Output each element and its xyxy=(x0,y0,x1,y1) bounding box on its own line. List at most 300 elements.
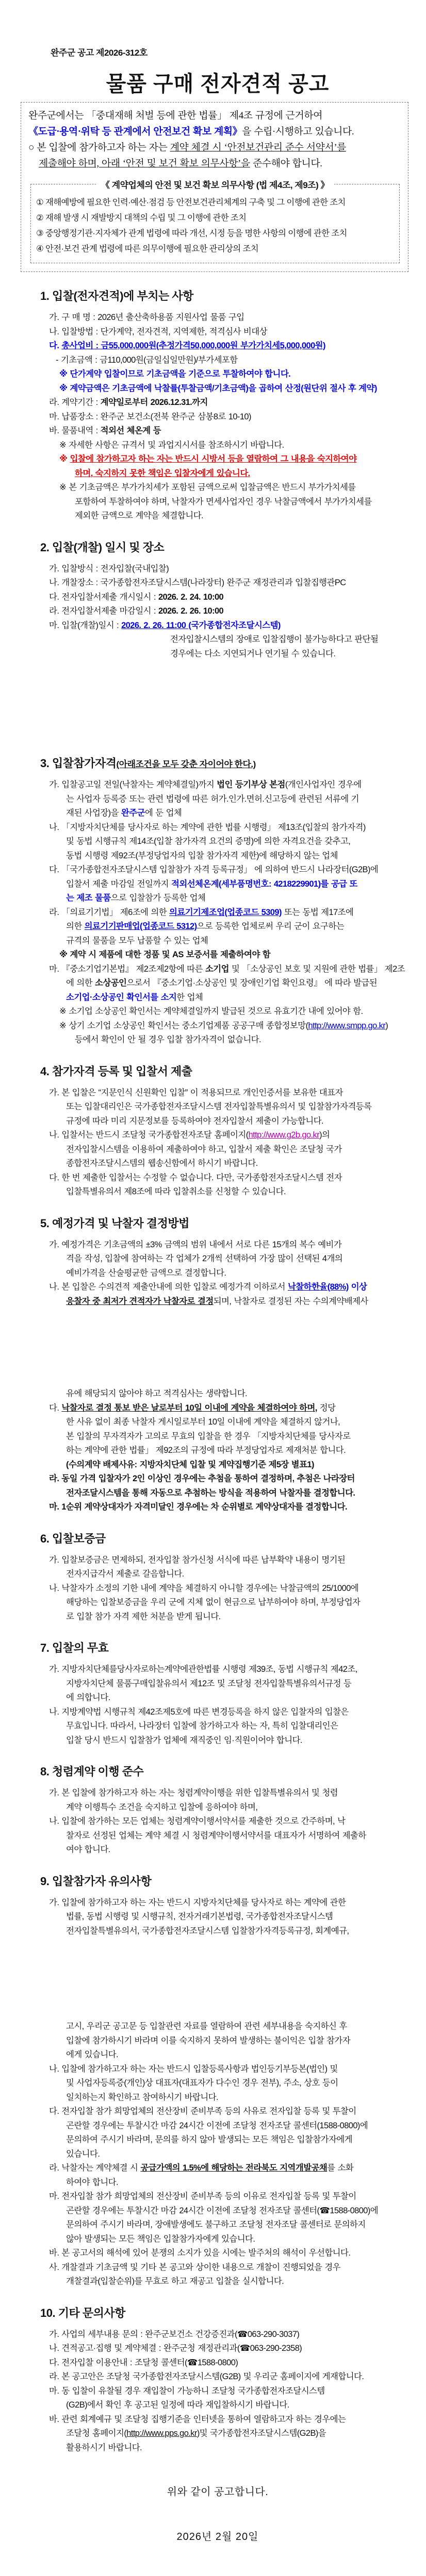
text-segment: 전자입찰시스템을 이용하여 제출하여야 하고, 입찰서 제출 확인은 조달청 국가 xyxy=(66,1144,342,1154)
doc-line xyxy=(66,2398,405,2413)
text-segment: 가. 예정가격은 기초금액의 ±3% 금액의 범위 내에서 서로 다른 15개의 복수 예비가 xyxy=(49,1240,342,1249)
text-segment: 정당 xyxy=(317,1403,336,1413)
doc-line xyxy=(59,438,405,453)
text-segment: 가. 사업의 세부내용 문의 : 완주군보건소 건강증진과(☎063-290-3037) xyxy=(49,2329,300,2339)
doc-line xyxy=(59,1019,405,1033)
text-segment: 전자입찰시스템의 장애로 입찰집행이 불가능하다고 판단될 xyxy=(170,635,379,644)
section-number: 3. xyxy=(40,757,52,770)
text-segment: 가. 구 매 명 : 2026년 출산축하용품 지원사업 물품 구입 xyxy=(49,313,244,322)
text-segment: ※ 소기업 소상공인 확인서는 계약체결일까지 발급된 것으로 유효기간 내에 있어야 함. xyxy=(59,1007,363,1016)
text-segment: 법인 등기부상 본점 xyxy=(217,780,285,789)
intro-line xyxy=(39,156,402,172)
doc-line xyxy=(66,2204,405,2218)
text-segment: 낙찰하한율(88%) xyxy=(288,1282,349,1292)
doc-line xyxy=(66,991,405,1005)
doc-line xyxy=(66,1295,405,1309)
text-segment: 로 입찰 참가 자격 제한 처분을 받게 됩니다. xyxy=(66,1612,221,1621)
text-segment: - 기초금액 : 금110,000원(금일십일만원)/부가세포함 xyxy=(56,355,238,365)
text-segment: 마. 동 입찰이 유찰될 경우 재입찰이 가능하니 조달청 국가종합전자조달시스템 xyxy=(49,2386,325,2396)
doc-line xyxy=(49,1472,405,1486)
text-segment: 낙찰자로 결정 통보 받은 날로부터 10일 이내에 계약을 체결하여야 하며, xyxy=(61,1403,317,1413)
closing-block xyxy=(30,2483,405,2576)
text-segment: 나. 입찰에 참가하고자 하는 자는 반드시 입찰등록사항과 법인등기부등본(법인) 및 xyxy=(49,2064,338,2074)
doc-line xyxy=(49,1553,405,1568)
text-segment: 격을 작성, 입찰에 참여하는 각 업체가 2개씩 선택하여 가장 많이 선택된 4개의 xyxy=(66,1254,343,1263)
duty-box-title: 《 계약업체의 안전 및 보건 확보 의무사항 (법 제4조, 제9조) 》 xyxy=(96,178,334,191)
text-segment: (G2B)에서 확인 후 공고된 일정에 따라 재입찰하시기 바랍니다. xyxy=(66,2400,289,2410)
section-title xyxy=(40,1063,405,1079)
text-segment: 규격의 물품을 모두 납품할 수 있는 업체 xyxy=(66,936,208,945)
doc-line xyxy=(66,1719,405,1734)
doc-line xyxy=(66,2020,405,2034)
doc-line xyxy=(170,633,405,647)
text-segment: 하며, 숙지하지 못한 책임은 입찰자에게 있습니다. xyxy=(75,468,250,478)
text-segment: 규정에 따라 미리 지문정보를 등록하여야 전자입찰서 제출이 가능합니다. xyxy=(66,1116,324,1126)
safety-intro-lines xyxy=(28,108,402,172)
doc-line xyxy=(66,2076,405,2091)
section-title-text: 예정가격 및 낙찰자 결정방법 xyxy=(52,1216,189,1230)
section-title-text: 입찰(개찰) 일시 및 장소 xyxy=(52,540,165,554)
text-segment: 바. 본 공고서의 해석에 있어 분쟁의 소지가 있을 시에는 발주처의 해석이 우선합니다. xyxy=(49,2248,351,2258)
doc-line xyxy=(170,647,405,662)
doc-line xyxy=(66,2427,405,2441)
text-segment: 으로 입찰참가 등록한 업체 xyxy=(110,893,206,903)
text-segment: 나. 지방계약법 시행규칙 제42조제5호에 따른 변경등록을 하지 않은 입찰자의 입찰은 xyxy=(49,1707,349,1717)
text-segment: )및 국가종합전자조달시스템(G2B)을 xyxy=(196,2429,326,2438)
text-segment: 에 둔 업체 xyxy=(144,808,182,818)
section-title-suffix: (아래조건을 모두 갖춘 자이어야 한다.) xyxy=(116,759,256,769)
duty-item: ② 재해 발생 시 재발방지 대책의 수립 및 그 이행에 관한 조치 xyxy=(36,213,247,223)
doc-line xyxy=(66,1677,405,1691)
text-segment: 하는 계약에 관한 법률」 제92조의 규정에 따라 부정당업자로 제재처분 합니다. xyxy=(66,1446,346,1455)
section-title-text: 입찰(전자견적)에 부치는 사항 xyxy=(52,290,193,302)
doc-line xyxy=(49,962,405,977)
doc-line xyxy=(66,1157,405,1171)
doc-line xyxy=(49,2190,405,2204)
doc-line xyxy=(49,2261,405,2275)
doc-line xyxy=(66,1924,405,1939)
text-segment: 경우에는 다소 지연되거나 연기될 수 있습니다. xyxy=(170,649,336,658)
doc-line xyxy=(66,1910,405,1924)
doc-line xyxy=(49,1171,405,1185)
text-segment: 법률, 동법 시행령 및 시행규칙, 전자거래기본법령, 국가종합전자조달시스템 xyxy=(66,1912,333,1921)
text-segment: 가. 입찰보증금은 면제하되, 전자입찰 참가신청 서식에 따른 납부확약 내용이 명기된 xyxy=(49,1555,346,1565)
text-segment: 소기업·소상공인 확인서를 소지 xyxy=(66,992,177,1002)
doc-line xyxy=(49,2356,405,2370)
duty-item: ① 재해예방에 필요한 인력·예산·점검 등 안전보건관리체계의 구축 및 그 이행에 관한 조치 xyxy=(36,198,346,207)
doc-line xyxy=(66,792,405,807)
text-segment: 및 사업자등록증(개인)상 대표자(대표자가 다수인 경우 전부), 주소, 상호 등이 xyxy=(66,2078,338,2088)
doc-line xyxy=(66,1567,405,1582)
doc-line xyxy=(75,1033,405,1047)
text-segment: 또는 입찰대리인은 국가종합전자조달시스템 전자입찰특별유의서 및 입찰참가자격등록 xyxy=(66,1102,372,1111)
text-segment: 다. xyxy=(49,341,62,350)
text-segment: 2026. 2. 24. 10:00 xyxy=(158,592,224,602)
text-segment: 을 수립·시행하고 있습니다. xyxy=(242,126,354,137)
text-segment: 제출해야 하며, 아래 ‘안전 및 보건 확보 의무사항’을 xyxy=(39,158,250,169)
text-segment: 나. 낙찰자가 소정의 기한 내에 계약을 체결하지 아니할 경우에는 낙찰금액의 25/1000에 xyxy=(49,1583,359,1593)
text-segment: 마. 1순위 계약상대자가 자격미달인 경우에는 차 순위별로 계약상대자를 결정합니다. xyxy=(49,1502,347,1512)
section-title xyxy=(40,539,405,555)
doc-line xyxy=(66,1143,405,1157)
text-segment: 나. 「지방자치단체를 당사자로 하는 계약에 관한 법률 시행령」 제13조(입찰의 참가자격) xyxy=(49,822,366,832)
text-segment: (국가종합전자조달시스템) xyxy=(188,620,281,630)
doc-line xyxy=(66,2176,405,2190)
text-segment: 전자지급각서 제출로 갈음합니다. xyxy=(66,1569,184,1579)
doc-line xyxy=(66,920,405,934)
doc-line xyxy=(66,1444,405,1458)
text-segment: 2026. 2. 26. 10:00 xyxy=(158,606,224,616)
text-segment: 《도급·용역·위탁 등 관계에서 안전보건 확보 계획》 xyxy=(28,126,242,137)
text-segment: 계약일로부터 2026.12.31.까지 xyxy=(100,398,208,407)
section-number: 5. xyxy=(40,1216,52,1230)
doc-line xyxy=(75,495,405,510)
text-segment: 소기업 xyxy=(205,964,229,974)
text-segment: 동법 시행령 제92조(부정당업자의 입찰 참가자격 제한)에 해당하지 않는 업체 xyxy=(66,851,338,860)
doc-line xyxy=(59,452,405,467)
text-segment: 라. 계약기간 : xyxy=(49,398,101,407)
doc-line xyxy=(49,619,405,633)
section-title xyxy=(40,755,405,771)
text-segment: 공급가액의 1.5%에 해당하는 전라북도 지역개발공채 xyxy=(140,2163,327,2173)
doc-line xyxy=(66,891,405,906)
text-segment: 총사업비 : 금55,000,000원(추정가격50,000,000원 부가가치세5,000,000원) xyxy=(61,341,325,350)
text-segment: 계약 이행특수 조건을 숙지하고 입찰에 응하여야 하며, xyxy=(66,1802,258,1812)
page-break-gap xyxy=(40,1938,405,2020)
text-segment: 입찰서 제출 마감일 전일까지 xyxy=(66,879,172,889)
doc-line xyxy=(59,481,405,495)
text-segment: 에 의한 xyxy=(66,978,95,988)
section-title-text: 기타 문의사항 xyxy=(58,2306,125,2319)
doc-line xyxy=(66,2218,405,2232)
text-segment: 라. 낙찰자는 계약체결 시 xyxy=(49,2163,141,2173)
text-segment: 가. 본 입찰에 참가하고자 하는 자는 청렴계약이행을 위한 입찰특별유의서 및 청렴 xyxy=(49,1788,338,1798)
doc-line xyxy=(66,1691,405,1705)
text-segment: 제외한 금액으로 계약을 체결합니다. xyxy=(75,511,204,520)
section-title xyxy=(40,2304,405,2320)
section-title xyxy=(40,1215,405,1231)
section-title-text: 청렴계약 이행 준수 xyxy=(52,1765,144,1778)
doc-line xyxy=(49,1500,405,1515)
doc-line xyxy=(66,2441,405,2455)
doc-line xyxy=(66,1610,405,1624)
text-segment: 라. 동일 가격 입찰자가 2인 이상인 경우에는 추첨을 통하여 결정하며, 추첨은 나라장터 xyxy=(49,1474,355,1483)
text-segment: ※ 계약 시 제품에 대한 정품 및 AS 보증서를 제출하여야 함 xyxy=(59,950,271,959)
text-segment: 다. 전자입찰서제출 개시일시 : xyxy=(49,592,158,602)
doc-line xyxy=(66,1843,405,1857)
doc-line xyxy=(49,2062,405,2077)
text-segment: 에게 있습니다. xyxy=(66,2050,119,2059)
signer-title xyxy=(30,2575,405,2576)
doc-line xyxy=(49,906,405,920)
doc-line xyxy=(66,849,405,863)
text-segment: 등에서 확인이 안 될 경우 입찰 참가자격이 없습니다. xyxy=(75,1035,261,1044)
doc-line xyxy=(59,382,405,396)
text-segment: 포함하여 투찰하여야 하며, 낙찰자가 면세사업자인 경우 낙찰금액에서 부가가치세를 xyxy=(75,497,372,506)
closing-statement: 위와 같이 공고합니다. xyxy=(167,2486,269,2498)
doc-line xyxy=(66,1185,405,1199)
doc-line xyxy=(49,2370,405,2384)
doc-line xyxy=(49,2105,405,2119)
text-segment: 전자입찰특별유의서, 국가종합전자조달시스템 입찰참가자격등록규정, 회계예규, xyxy=(66,1926,349,1936)
doc-line xyxy=(49,1582,405,1596)
doc-line xyxy=(49,863,405,877)
doc-line xyxy=(49,576,405,590)
intro-line xyxy=(28,124,402,140)
doc-line xyxy=(66,835,405,849)
text-segment: 라. 본 공고안은 조달청 국가종합전자조달시스템(G2B) 및 우리군 홈페이지에 게재합니다. xyxy=(49,2372,364,2381)
doc-line xyxy=(66,1114,405,1129)
text-segment: 마. 전자입찰 참가 희망업체의 전산장비 준비부족 등의 이유로 전자입찰 등록 및 투찰이 xyxy=(49,2192,356,2201)
text-segment: 본 입찰의 무자격자가 고의로 무효의 입찰을 한 경우 「지방자치단체를 당사자로 xyxy=(66,1431,351,1441)
doc-line xyxy=(59,1005,405,1019)
doc-line xyxy=(49,1896,405,1910)
text-segment: 전자조달시스템을 통해 자동으로 추첨하는 방식을 적용하여 낙찰자를 결정합니다. xyxy=(66,1488,355,1498)
doc-line xyxy=(66,2147,405,2162)
doc-line xyxy=(49,2384,405,2399)
text-segment: 는 사업자 등록증 또는 관련 법령에 따른 허가.인가.면허.신고등에 관련된 서류에 기 xyxy=(66,794,359,804)
text-segment: 한 사유 없이 최종 낙찰자 게시일로부터 10일 이내에 계약을 체결하지 않거나, xyxy=(66,1417,340,1427)
text-segment: 으로서 『중소기업·소상공인 및 장애인기업 확인요령』 에 따라 발급된 xyxy=(126,978,378,988)
doc-line xyxy=(66,2275,405,2289)
section-number: 10. xyxy=(40,2306,58,2319)
text-segment: 2026. 2. 26. 11:00 xyxy=(121,620,189,630)
doc-line xyxy=(66,2232,405,2247)
doc-line xyxy=(66,2034,405,2048)
notice-number: 완주군 공고 제2026-312호 xyxy=(51,48,148,58)
text-segment: 적외선체온계(세부품명번호: 4218229901)를 공급 또 xyxy=(171,879,357,889)
text-segment: 한 업체 xyxy=(176,992,203,1002)
text-segment: 문의하여 주시기 바라며, 장애발생에도 불구하고 조달청 전자조달 콜센터로 문의하지 xyxy=(66,2220,366,2229)
closing-date: 2026년 2월 20일 xyxy=(176,2531,259,2543)
text-segment: 다. 「국가종합전자조달시스템 입찰참가 자격 등록규정」 에 의하여 반드시 나라장터(G2B)에 xyxy=(49,865,379,874)
text-segment: 마. 납품장소 : 완주군 보건소(전북 완주군 삼봉8로 10-10) xyxy=(49,412,251,421)
text-segment: 여야 합니다. xyxy=(66,1845,110,1854)
section-number: 7. xyxy=(40,1641,52,1654)
text-segment: 찰자로 선정된 업체는 계약 체결 시 청렴계약이행서약서를 대표자가 서명하여 제출하 xyxy=(66,1831,366,1840)
text-segment: 응찰자 중 최저가 견적자가 낙찰자로 결정 xyxy=(66,1296,214,1306)
doc-line xyxy=(66,2133,405,2147)
link-url: http://www.g2b.go.kr xyxy=(248,1130,320,1140)
page-title: 물품 구매 전자견적 공고 xyxy=(106,72,330,96)
section-title-text: 입찰참가자 유의사항 xyxy=(52,1874,152,1888)
text-segment: 계약 체결 시 ‘안전보건관리 준수 서약서’를 xyxy=(170,142,347,153)
text-segment: 완주군에서는 「중대재해 처벌 등에 관한 법률」 제4조 규정에 근거하여 xyxy=(28,110,323,121)
text-segment: 문의하여 주시기 바라며, 문의를 하지 않아 발생되는 모든 책임은 입찰참가자에게 xyxy=(66,2135,353,2144)
text-segment: 가. 지방자치단체를당사자로하는계약에관한법률 시행령 제39조, 동법 시행규칙 제42조, xyxy=(49,1665,357,1674)
doc-line xyxy=(75,467,405,481)
text-segment: 소상공인 xyxy=(95,978,127,988)
text-segment: 이상 xyxy=(348,1282,367,1292)
doc-line xyxy=(66,1801,405,1815)
intro-line xyxy=(28,108,402,124)
text-segment: 으로 등록한 업체로써 우리 군이 요구하는 xyxy=(196,922,345,931)
duty-item: ③ 중앙행정기관·지자체가 관계 법령에 따라 개선, 시정 등을 명한 사항의 이행에 관한 조치 xyxy=(36,229,347,238)
text-segment: 다. 한 번 제출한 입찰서는 수정할 수 없습니다. 다만, 국가종합전자조달시스템 전자 xyxy=(49,1173,342,1182)
text-segment: 나. 본 입찰은 수의견적 제출안내에 의한 입찰로 예정가격 이하로서 xyxy=(49,1282,288,1292)
text-segment: 무효입니다. 따라서, 나라장터 입찰에 참가하고자 하는 자, 특히 입찰대리인은 xyxy=(66,1721,338,1731)
text-segment: 가. 입찰에 참가하고자 하는 자는 반드시 지방자치단체를 당사자로 하는 계약에 관한 xyxy=(49,1897,346,1907)
doc-line xyxy=(49,2246,405,2261)
text-segment: ※ 단가계약 입찰이므로 기초금액을 기준으로 투찰하여야 합니다. xyxy=(59,369,291,379)
doc-line xyxy=(59,948,405,962)
duty-item: ④ 안전·보건 관계 법령에 따른 의무이행에 필요한 관리상의 조치 xyxy=(36,244,258,253)
doc-line xyxy=(49,821,405,835)
doc-line xyxy=(66,1266,405,1281)
doc-line xyxy=(49,2161,405,2176)
text-segment: 마. 입찰(개찰)일시 : xyxy=(49,620,122,630)
text-segment: 활용하시기 바랍니다. xyxy=(66,2443,142,2452)
page-break-gap xyxy=(40,1309,405,1387)
text-segment: ) xyxy=(385,1021,388,1030)
safety-intro-box xyxy=(21,102,408,272)
duty-box xyxy=(30,180,400,263)
text-segment: 입찰에 참가하고자 하는 자는 반드시 시방서 등을 열람하여 그 내용을 숙지하여야 xyxy=(70,454,357,464)
doc-line xyxy=(66,877,405,892)
document-body xyxy=(40,287,405,2455)
doc-line xyxy=(66,2048,405,2062)
text-segment: 예비가격을 산술평균한 금액으로 결정합니다. xyxy=(66,1268,226,1278)
text-segment: 다. xyxy=(49,1403,62,1413)
section-title-text: 입찰참가자격 xyxy=(52,757,117,770)
doc-line xyxy=(49,339,405,353)
doc-line xyxy=(59,367,405,382)
doc-line xyxy=(49,311,405,325)
doc-line xyxy=(66,934,405,948)
section-title-text: 참가자격 등록 및 입찰서 제출 xyxy=(52,1064,192,1078)
doc-line xyxy=(66,2091,405,2105)
text-segment: 나. 입찰방법 : 단가계약, 전자견적, 지역제한, 적격심사 비대상 xyxy=(49,327,267,336)
text-segment: 지방자치단체 물품구매입찰유의서 제12조 및 조달청 전자입찰특별유의서규정 등 xyxy=(66,1679,352,1688)
intro-line xyxy=(28,140,402,156)
doc-line xyxy=(66,1734,405,1748)
text-segment: 나. 견적공고·집행 및 계약체결 : 완주군청 재정관리과(☎063-290-2358) xyxy=(49,2344,302,2353)
text-segment: 조달청 홈페이지( xyxy=(66,2429,127,2438)
text-segment: 다. 전자입찰 이용안내 : 조달청 콜센터(☎1588-0800) xyxy=(49,2358,238,2367)
section-number: 8. xyxy=(40,1765,52,1778)
doc-line xyxy=(49,1238,405,1252)
text-segment: 나. 입찰서는 반드시 조달청 국가종합전자조달 홈페이지( xyxy=(49,1130,249,1140)
text-segment: 나. 입찰에 참가하는 모든 업체는 청렴계약이행서약서를 제출한 것으로 간주하며, 낙 xyxy=(49,1817,346,1826)
text-segment: 있습니다. xyxy=(66,2149,100,2159)
doc-line xyxy=(49,1401,405,1416)
doc-line xyxy=(49,1815,405,1829)
text-segment: 의료기기판매업(업종코드 5312) xyxy=(84,922,197,931)
doc-line xyxy=(49,604,405,619)
section-number: 4. xyxy=(40,1064,52,1078)
doc-line xyxy=(66,1486,405,1501)
text-segment: 및 「소상공인 보호 및 지원에 관한 법률」 제2조 xyxy=(229,964,405,974)
section-title xyxy=(40,1873,405,1889)
doc-line xyxy=(49,590,405,605)
text-segment: 바. 관련 회계예규 및 조달청 집행기준을 인터넷을 통하여 열람하고자 하는 경우에는 xyxy=(49,2414,346,2424)
section-number: 6. xyxy=(40,1532,52,1545)
text-segment: 완주군 xyxy=(121,808,145,818)
doc-line xyxy=(49,1280,405,1295)
doc-line xyxy=(66,1430,405,1444)
text-segment: 라. 「의료기기법」 제6조에 의한 xyxy=(49,907,170,917)
doc-line xyxy=(66,1458,405,1472)
doc-line xyxy=(75,509,405,523)
doc-line xyxy=(66,1100,405,1114)
doc-line xyxy=(49,410,405,425)
text-segment: ※ 계약금액은 기초금액에 낙찰률(투찰금액/기초금액)을 곱하여 산정(원단위 절사 후 계약) xyxy=(59,383,377,393)
text-segment: 입찰 당시 반드시 입찰참가 업체에 재직중인 임·직원이어야 합니다. xyxy=(66,1735,302,1745)
doc-line xyxy=(49,562,405,577)
section-number: 9. xyxy=(40,1874,52,1888)
doc-line xyxy=(66,1829,405,1843)
doc-line xyxy=(49,778,405,792)
text-segment: (개인사업자인 경우에 xyxy=(285,780,362,789)
text-segment: 곤란할 경우에는 투찰시간 마감 24시간 이전에 조달청 전자조달 콜센터(☎1588-0800)에 xyxy=(66,2206,379,2215)
link-url: http://www.pps.go.kr xyxy=(126,2429,197,2438)
text-segment: 마. 『중소기업기본법』 제2조제2항에 따른 xyxy=(49,964,205,974)
text-segment: 에 의합니다. xyxy=(66,1693,110,1702)
text-segment: 또는 동법 제17조에 xyxy=(281,907,354,917)
doc-line xyxy=(66,806,405,821)
text-segment: 및 동법 시행규칙 제14조(입찰 참가자격 요건의 증명)에 의한 자격요건을 갖추고, xyxy=(66,837,351,846)
text-segment: 는 제조 물품 xyxy=(66,893,111,903)
doc-line xyxy=(49,1705,405,1720)
text-segment: 유에 해당되지 않아야 하고 적격심사는 생략합니다. xyxy=(66,1389,248,1398)
section-title xyxy=(40,287,405,303)
doc-line xyxy=(66,2119,405,2133)
text-segment: ※ xyxy=(59,454,70,464)
text-segment: 사. 개찰결과 기초금액 및 기타 본 공고와 상이한 내용으로 개찰이 진행되었을 경우 xyxy=(49,2262,340,2272)
text-segment: )의 xyxy=(319,1130,330,1140)
text-segment: ※ 본 기초금액은 부가가치세가 포함된 금액으로써 입찰금액은 반드시 부가가치세를 xyxy=(59,483,356,492)
text-segment: 하여야 합니다. xyxy=(66,2177,119,2187)
section-title xyxy=(40,1763,405,1779)
doc-line xyxy=(66,1387,405,1401)
duty-box-items xyxy=(36,195,395,257)
text-segment: (수의계약 배제사유: 지방자치단체 입찰 및 계약집행기준 제5장 별표1) xyxy=(66,1460,314,1469)
text-segment: 개찰결과(입찰순위)를 무효로 하고 재공고 입찰을 실시합니다. xyxy=(66,2277,284,2286)
text-segment: 적외선 체온계 등 xyxy=(100,426,161,435)
section-number: 2. xyxy=(40,540,52,554)
section-title xyxy=(40,1639,405,1655)
doc-line xyxy=(49,1128,405,1143)
doc-line xyxy=(49,2342,405,2356)
doc-line xyxy=(56,353,405,368)
section-number: 1. xyxy=(40,290,52,302)
section-title xyxy=(40,1530,405,1546)
section-title-text: 입찰의 무효 xyxy=(52,1641,109,1654)
text-segment: 가. 입찰공고일 전일(낙찰자는 계약체결일)까지 xyxy=(49,780,217,789)
doc-line xyxy=(49,2328,405,2342)
text-segment: 일치하는지 확인하고 참여하시기 바랍니다. xyxy=(66,2092,219,2102)
doc-line xyxy=(49,325,405,340)
text-segment: 나. 개찰장소 : 국가종합전자조달시스템(나라장터) 완주군 재정관리과 입찰집행관PC xyxy=(49,578,346,587)
text-segment: 를 소화 xyxy=(327,2163,354,2173)
text-segment: 입찰에 참가하시기 바라며 이를 숙지하지 못하여 발생하는 불이익은 입찰 참가자 xyxy=(66,2036,351,2045)
text-segment: 의한 xyxy=(66,922,85,931)
text-segment: 가. 입찰방식 : 전자입찰(국내입찰) xyxy=(49,564,169,573)
text-segment: 종합전자조달시스템의 웹송신함에서 하시기 바랍니다. xyxy=(66,1159,258,1168)
doc-line xyxy=(66,1596,405,1610)
text-segment: 고시, 우리군 공고문 등 입찰관련 자료를 열람하여 관련 세부내용을 숙지하신 후 xyxy=(66,2022,347,2031)
text-segment: 다. 전자입찰 참가 희망업체의 전산장비 준비부족 등의 사유로 전자입찰 등록 및 투찰이 xyxy=(49,2107,356,2116)
text-segment: 재된 사업장)을 xyxy=(66,808,121,818)
doc-line xyxy=(49,1786,405,1801)
doc-line xyxy=(49,1086,405,1100)
doc-line xyxy=(49,396,405,410)
text-segment: 않아 발생되는 모든 책임은 입찰참가자에게 있습니다. xyxy=(66,2234,255,2244)
text-segment: 곤란할 경우에는 투찰시간 마감 24시간 이전에 조달청 전자조달 콜센터(1588-0800)에 xyxy=(66,2121,368,2130)
doc-line xyxy=(49,424,405,438)
text-segment: 준수해야 합니다. xyxy=(250,158,322,169)
text-segment: ※ 자세한 사항은 규격서 및 과업지시서를 참조하시기 바랍니다. xyxy=(59,440,284,450)
